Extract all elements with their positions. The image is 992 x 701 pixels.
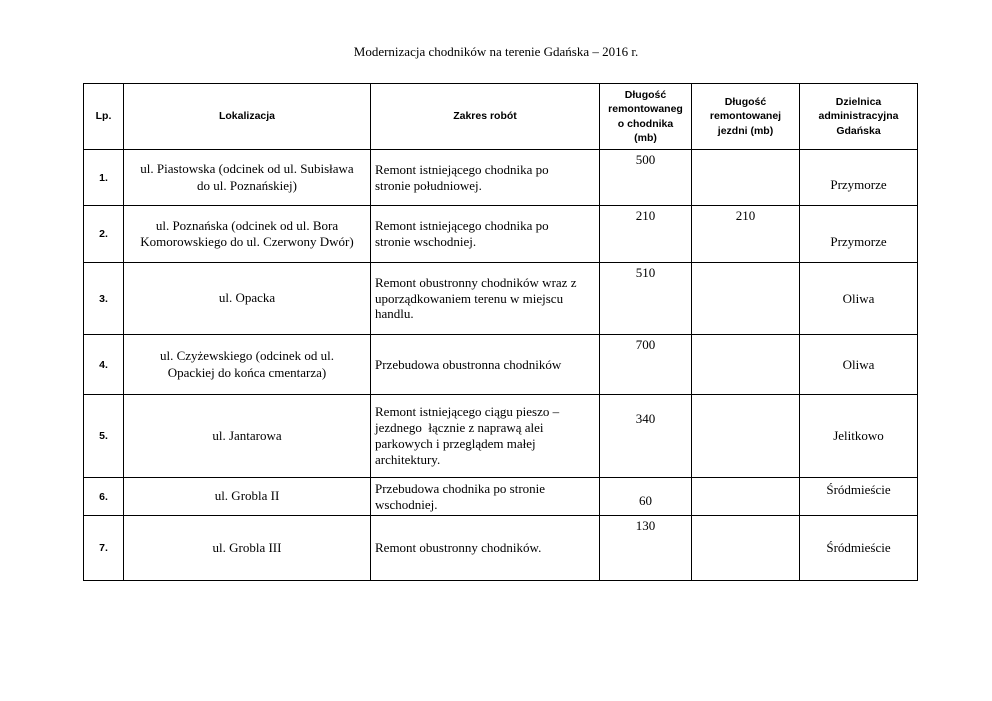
row-number: 1. (84, 150, 124, 206)
location-cell (124, 150, 371, 206)
road-length-cell (692, 478, 800, 516)
scope-line: stronie południowej. (375, 177, 482, 193)
table-row (84, 150, 918, 206)
road-length-cell (692, 335, 800, 395)
row-number: 2. (84, 206, 124, 263)
district-cell: Przymorze (800, 150, 918, 206)
location-cell (124, 478, 371, 516)
header-text-line: jezdni (mb) (717, 124, 774, 137)
header-text-line: (mb) (634, 131, 657, 144)
sidewalk-length-cell: 500 (600, 150, 692, 206)
header-location: Lokalizacja (124, 84, 371, 150)
header-text-line: remontowaneg (608, 103, 683, 116)
road-length-cell: 210 (692, 206, 800, 263)
header-text-line: remontowanej (709, 110, 782, 123)
scope-cell (371, 335, 600, 395)
table-row (84, 206, 918, 263)
scope-line: Remont obustronny chodników. (375, 540, 542, 556)
sidewalk-length-cell: 510 (600, 263, 692, 335)
header-text-line: Dzielnica (835, 96, 882, 109)
row-number: 4. (84, 335, 124, 395)
header-lp: Lp. (84, 84, 124, 150)
location-line: do ul. Poznańskiej) (196, 177, 297, 193)
scope-line: uporządkowaniem terenu w miejscu (375, 290, 564, 306)
table-row (84, 335, 918, 395)
header-text-line: administracyjna (818, 110, 899, 123)
road-length-cell (692, 263, 800, 335)
scope-line: Przebudowa obustronna chodników (375, 356, 562, 372)
scope-cell (371, 516, 600, 581)
scope-line: wschodniej. (375, 496, 438, 512)
sidewalk-length-cell: 210 (600, 206, 692, 263)
district-cell: Śródmieście (800, 516, 918, 581)
scope-cell (371, 395, 600, 478)
scope-line: Remont obustronny chodników wraz z (375, 274, 577, 290)
location-cell (124, 395, 371, 478)
header-text-line: Długość (724, 96, 767, 109)
scope-cell (371, 150, 600, 206)
location-line: Opackiej do końca cmentarza) (167, 364, 327, 380)
table-row (84, 516, 918, 581)
location-line: ul. Grobla II (214, 488, 280, 504)
location-line: ul. Jantarowa (212, 427, 282, 443)
scope-line: architektury. (375, 451, 441, 467)
header-district (800, 84, 918, 150)
district-cell: Oliwa (800, 335, 918, 395)
header-text-line: o chodnika (617, 117, 674, 130)
row-number: 5. (84, 395, 124, 478)
header-text-line: Gdańska (836, 124, 881, 137)
row-number: 6. (84, 478, 124, 516)
scope-line: handlu. (375, 306, 414, 322)
road-length-cell (692, 150, 800, 206)
district-cell: Oliwa (800, 263, 918, 335)
road-length-cell (692, 395, 800, 478)
district-cell: Jelitkowo (800, 395, 918, 478)
location-cell (124, 206, 371, 263)
scope-cell (371, 263, 600, 335)
road-length-cell (692, 516, 800, 581)
header-road-length (692, 84, 800, 150)
district-cell: Śródmieście (800, 478, 918, 516)
district-cell: Przymorze (800, 206, 918, 263)
scope-cell (371, 206, 600, 263)
row-number: 3. (84, 263, 124, 335)
header-row (84, 84, 918, 150)
document-title: Modernizacja chodników na terenie Gdańska – 2016 r. (353, 44, 639, 59)
location-cell (124, 516, 371, 581)
sidewalk-length-cell: 60 (600, 478, 692, 516)
table-row (84, 263, 918, 335)
header-scope: Zakres robót (371, 84, 600, 150)
location-line: ul. Piastowska (odcinek od ul. Subisława (140, 161, 354, 177)
table-row (84, 478, 918, 516)
row-number: 7. (84, 516, 124, 581)
scope-line: Remont istniejącego chodnika po (375, 161, 549, 177)
scope-line: Remont istniejącego chodnika po (375, 218, 549, 234)
scope-line: jezdnego łącznie z naprawą alei (375, 420, 544, 436)
sidewalk-length-cell: 700 (600, 335, 692, 395)
sidewalk-length-cell: 340 (600, 395, 692, 478)
sidewalk-length-cell: 130 (600, 516, 692, 581)
location-line: ul. Opacka (218, 290, 276, 306)
works-table (83, 83, 918, 581)
scope-line: Remont istniejącego ciągu pieszo – (375, 404, 560, 420)
table-row (84, 395, 918, 478)
location-line: Komorowskiego do ul. Czerwony Dwór) (140, 234, 354, 249)
scope-line: parkowych i przeglądem małej (375, 436, 536, 451)
scope-line: stronie wschodniej. (375, 234, 477, 249)
scope-line: Przebudowa chodnika po stronie (375, 480, 546, 496)
scope-cell (371, 478, 600, 516)
header-text-line: Długość (624, 89, 667, 102)
location-cell (124, 263, 371, 335)
header-sidewalk-length (600, 84, 692, 150)
location-line: ul. Poznańska (odcinek od ul. Bora (155, 217, 339, 233)
location-cell (124, 335, 371, 395)
location-line: ul. Czyżewskiego (odcinek od ul. (159, 348, 334, 364)
location-line: ul. Grobla III (212, 539, 282, 555)
